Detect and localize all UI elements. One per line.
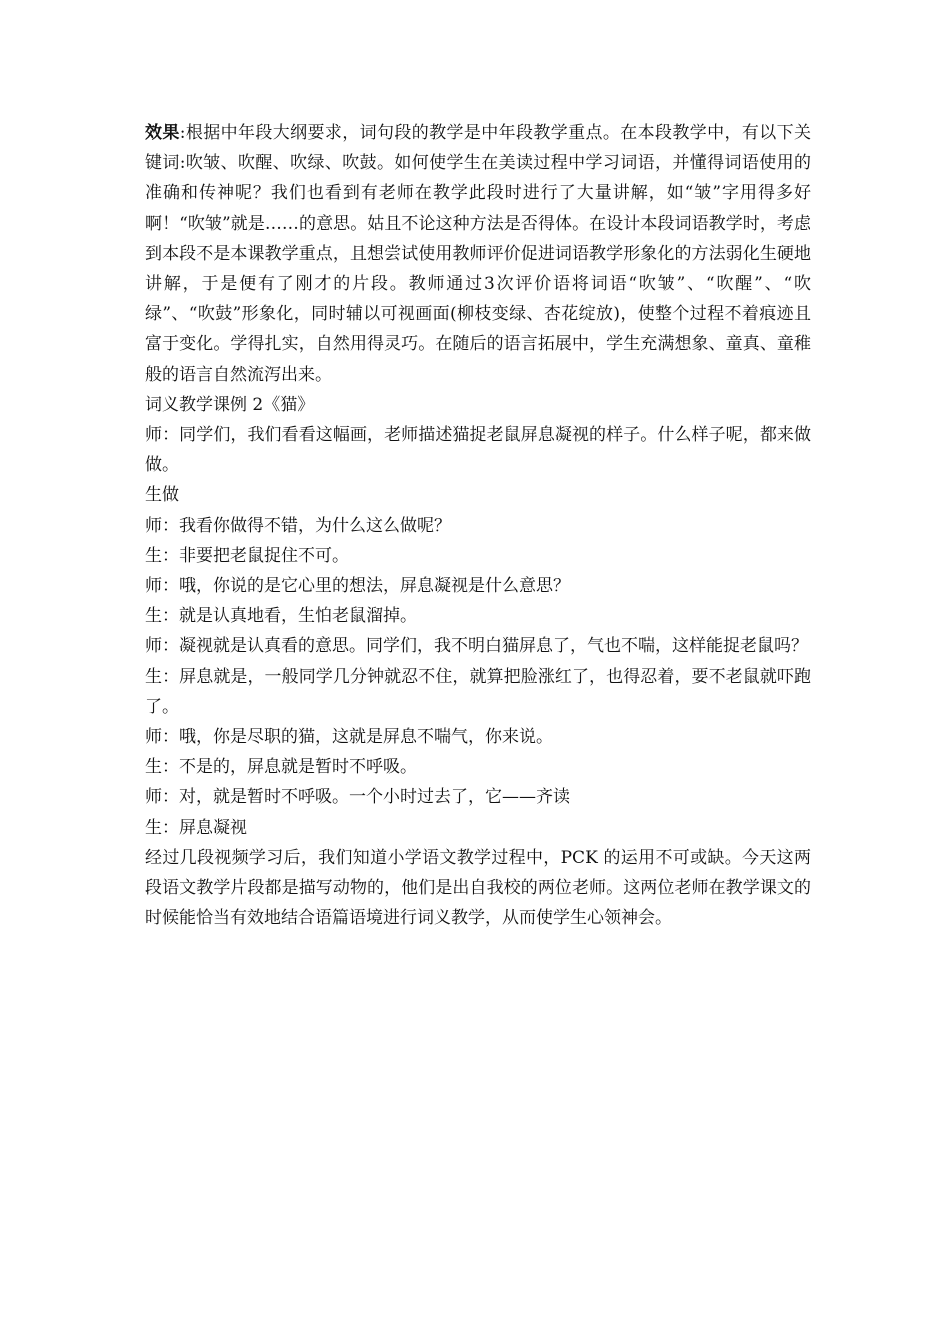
dialogue-line: 师：凝视就是认真看的意思。同学们，我不明白猫屏息了，气也不喘，这样能捉老鼠吗？: [145, 636, 808, 657]
dialogue-line: 生：非要把老鼠捉住不可。: [145, 545, 349, 566]
dialogue-line: 师：哦，你说的是它心里的想法，屏息凝视是什么意思？: [145, 576, 570, 597]
dialogue-line: 师：同学们，我们看看这幅画，老师描述猫捉老鼠屏息凝视的样子。什么样子呢，都来做做。: [145, 425, 811, 476]
dialogue-line: 师：哦，你是尽职的猫，这就是屏息不喘气，你来说。: [145, 727, 553, 748]
case-title: 词义教学课例 2《猫》: [145, 394, 315, 415]
dialogue-line: 师：我看你做得不错，为什么这么做呢？: [145, 515, 451, 536]
summary-paragraph: 经过几段视频学习后，我们知道小学语文教学过程中，PCK 的运用不可或缺。今天这两段语文教学片段都是描写动物的，他们是出自我校的两位老师。这两位老师在教学课文的时候能恰当有效地结合语篇语境进行词义教学，从而使学生心领神会。: [145, 847, 811, 929]
dialogue-line: 生做: [145, 485, 179, 506]
dialogue-line: 生：就是认真地看，生怕老鼠溜掉。: [145, 606, 417, 627]
dialogue-line: 生：屏息凝视: [145, 817, 247, 838]
dialogue-line: 生：不是的，屏息就是暂时不呼吸。: [145, 757, 417, 778]
effect-label: 效果: [145, 123, 180, 143]
dialogue-line: 师：对，就是暂时不呼吸。一个小时过去了，它——齐读: [145, 787, 570, 808]
document-page: [145, 118, 811, 933]
effect-text: :根据中年段大纲要求，词句段的教学是中年段教学重点。在本段教学中，有以下关键词:吹皱、吹醒、吹绿、吹鼓。如何使学生在美读过程中学习词语，并懂得词语使用的准确和传神呢？我们也看到有老师在教学此段时进行了大量讲解，如“皱”字用得多好啊！“吹皱”就是……的意思。姑且不论这种方法是否得体。在设计本段词语教学时，考虑到本段不是本课教学重点，且想尝试使用教师评价促进词语教学形象化的方法弱化生硬地讲解，于是便有了刚才的片段。教师通过3次评价语将词语“吹皱”、“吹醒”、“吹绿”、“吹鼓”形象化，同时辅以可视画面(柳枝变绿、杏花绽放)，使整个过程不着痕迹且富于变化。学得扎实，自然用得灵巧。在随后的语言拓展中，学生充满想象、童真、童稚般的语言自然流泻出来。: [145, 123, 812, 385]
effect-paragraph: [145, 118, 811, 390]
dialogue-line: 生：屏息就是，一般同学几分钟就忍不住，就算把脸涨红了，也得忍着，要不老鼠就吓跑了。: [145, 666, 811, 717]
